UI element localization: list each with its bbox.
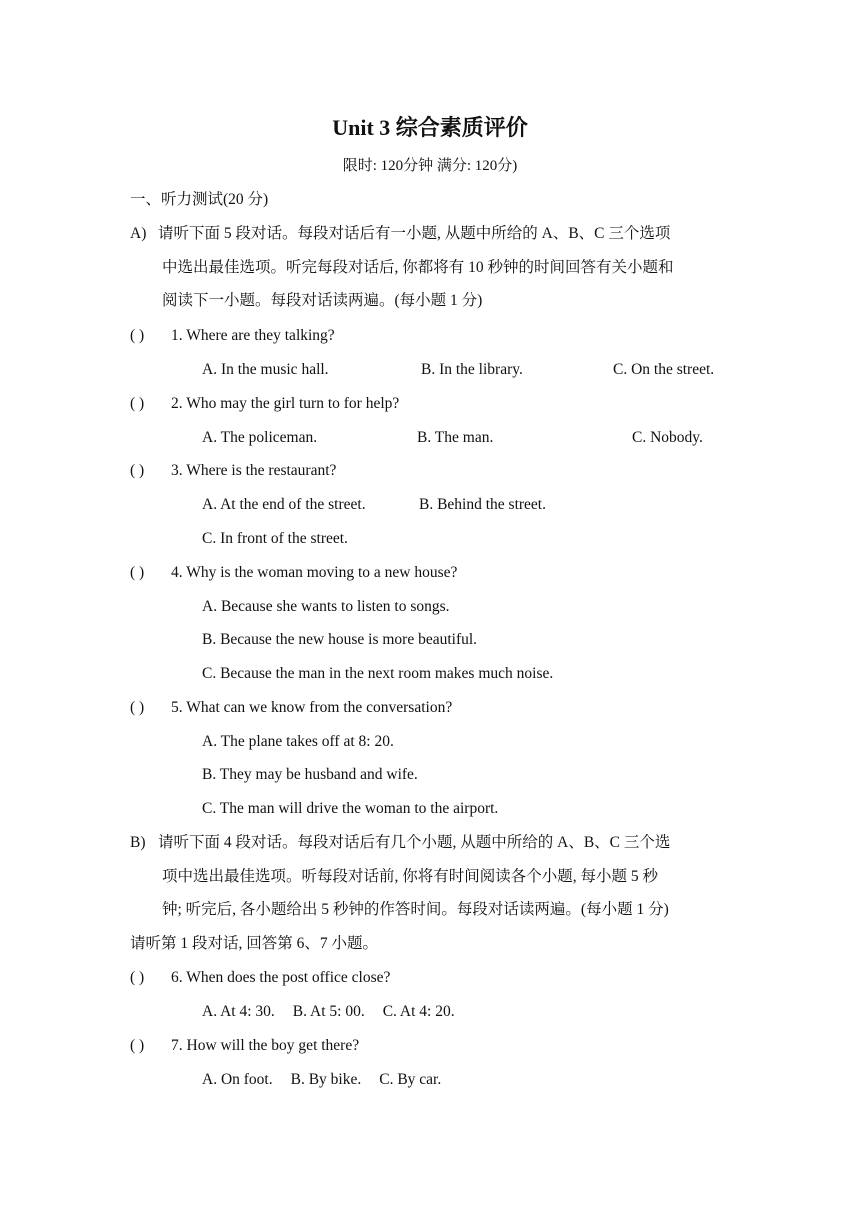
part-a-line1: 请听下面 5 段对话。每段对话后有一小题, 从题中所给的 A、B、C 三个选项 [158, 225, 671, 242]
option-a: A. The plane takes off at 8: 20. [202, 733, 394, 750]
option-b: B. The man. [417, 429, 494, 446]
option-c: C. In front of the street. [202, 530, 348, 547]
question-1 [130, 326, 335, 346]
question-text: 1. Where are they talking? [171, 327, 335, 344]
answer-blank[interactable]: ( ) [130, 699, 145, 716]
page-title: Unit 3 综合素质评价 [332, 115, 528, 140]
part-b-line1: 请听下面 4 段对话。每段对话后有几个小题, 从题中所给的 A、B、C 三个选 [158, 834, 671, 851]
question-text: 7. How will the boy get there? [171, 1037, 360, 1054]
option-c: C. Nobody. [632, 429, 703, 446]
part-b-instruction: 请听第 1 段对话, 回答第 6、7 小题。 [130, 935, 379, 952]
question-3 [130, 461, 336, 481]
option-b: B. At 5: 00. [292, 1003, 365, 1020]
answer-blank[interactable]: ( ) [130, 564, 145, 581]
part-b-line2: 项中选出最佳选项。听每段对话前, 你将有时间阅读各个小题, 每小题 5 秒 [162, 868, 659, 885]
question-text: 4. Why is the woman moving to a new house? [171, 564, 458, 581]
option-a: A. Because she wants to listen to songs. [202, 598, 450, 615]
question-5 [130, 698, 452, 718]
answer-blank[interactable]: ( ) [130, 327, 145, 344]
option-a: A. At 4: 30. [202, 1003, 275, 1020]
question-text: 6. When does the post office close? [171, 969, 391, 986]
options-row [202, 1002, 455, 1022]
option-b: B. Because the new house is more beautiful. [202, 631, 478, 648]
question-text: 2. Who may the girl turn to for help? [171, 395, 400, 412]
part-a-line2: 中选出最佳选项。听完每段对话后, 你都将有 10 秒钟的时间回答有关小题和 [162, 259, 674, 276]
option-c: C. The man will drive the woman to the airport. [202, 800, 499, 817]
option-b: B. By bike. [290, 1071, 362, 1088]
option-c: C. At 4: 20. [382, 1003, 455, 1020]
section-heading: 一、听力测试(20 分) [130, 191, 269, 208]
option-c: C. Because the man in the next room makes much noise. [202, 665, 554, 682]
option-a: A. The policeman. [202, 429, 318, 446]
question-7 [130, 1036, 359, 1056]
option-a: A. At the end of the street. [202, 496, 366, 513]
question-6 [130, 968, 390, 988]
answer-blank[interactable]: ( ) [130, 395, 145, 412]
option-b: B. They may be husband and wife. [202, 766, 418, 783]
question-4 [130, 563, 457, 583]
option-a: A. In the music hall. [202, 361, 329, 378]
options-row [202, 1070, 441, 1090]
part-b-label: B) [130, 834, 146, 851]
part-a-line3: 阅读下一小题。每段对话读两遍。(每小题 1 分) [162, 292, 483, 309]
question-text: 5. What can we know from the conversation? [171, 699, 453, 716]
answer-blank[interactable]: ( ) [130, 462, 145, 479]
option-c: C. On the street. [613, 361, 715, 378]
option-b: B. Behind the street. [419, 496, 546, 513]
part-b-line3: 钟; 听完后, 各小题给出 5 秒钟的作答时间。每段对话读两遍。(每小题 1 分) [162, 901, 669, 918]
option-c: C. By car. [379, 1071, 442, 1088]
option-a: A. On foot. [202, 1071, 273, 1088]
answer-blank[interactable]: ( ) [130, 1037, 145, 1054]
option-b: B. In the library. [421, 361, 523, 378]
answer-blank[interactable]: ( ) [130, 969, 145, 986]
question-2 [130, 394, 399, 414]
part-a-label: A) [130, 225, 147, 242]
question-text: 3. Where is the restaurant? [171, 462, 337, 479]
page-subtitle: 限时: 120分钟 满分: 120分) [342, 158, 518, 174]
